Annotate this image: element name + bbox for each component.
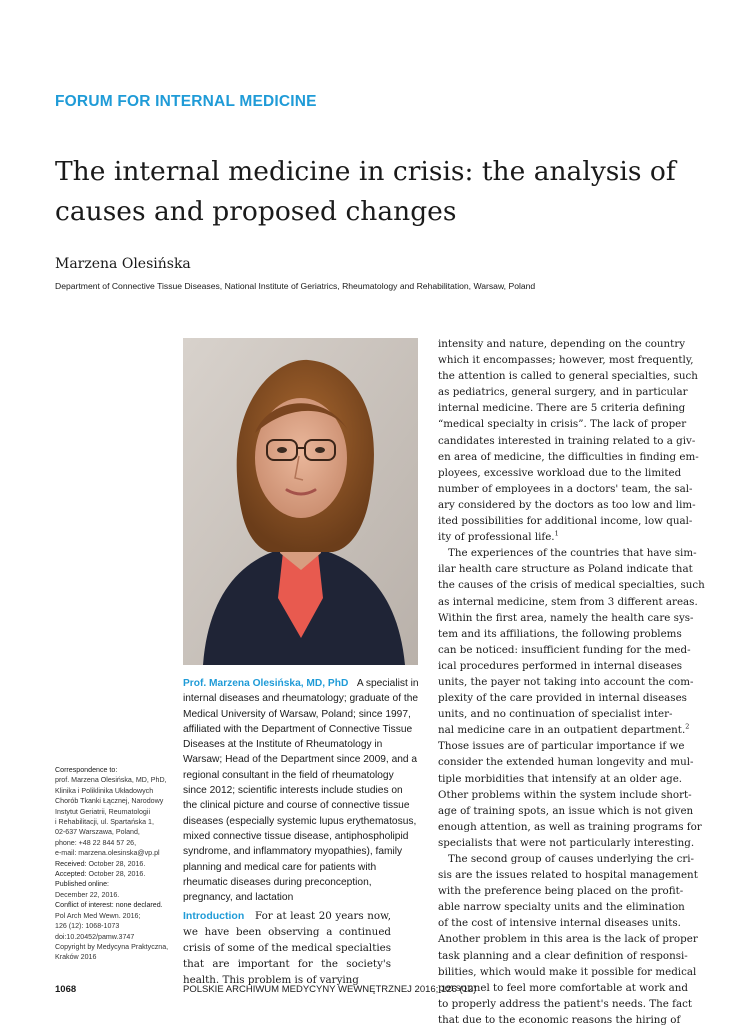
body-text-line: Other problems within the system include short- (438, 788, 692, 801)
introduction-heading: Introduction (183, 910, 245, 922)
author-bio (183, 676, 419, 905)
body-text-line: ited possibilities for additional income, low qual- (438, 515, 693, 528)
introduction-text: For at least 20 years now, we have been observing a continued crisis of some of the medical specialties that are important for the society's health. This problem is of varying (183, 910, 391, 987)
body-text-line: Another problem in this area is the lack of proper (438, 933, 698, 946)
body-text-line: ity of professional life.$^1$ (438, 529, 559, 544)
correspondence-line: phone: +48 22 844 57 26, (55, 838, 137, 847)
email-link[interactable]: e-mail: marzena.olesinska@vp.pl (55, 849, 160, 858)
citation-line: Pol Arch Med Wewn. 2016; (55, 911, 141, 920)
body-text-line: of the cost of intensive internal diseases units. (438, 917, 681, 930)
correspondence-block (55, 765, 167, 963)
body-text-line: to properly address the patient's needs. The fact (438, 997, 693, 1010)
correspondence-label: Correspondence to: (55, 766, 118, 774)
body-text-line: can be noticed: insufficient funding for the med- (438, 643, 691, 656)
body-text-line: personnel to feel more comfortable at work and (438, 981, 688, 994)
citation-line: Kraków 2016 (55, 953, 97, 962)
body-text-line: Those issues are of particular importance if we (438, 740, 685, 753)
body-text-line: intensity and nature, depending on the country (438, 338, 686, 350)
bio-name: Prof. Marzena Olesińska, MD, PhD (183, 678, 349, 689)
footnote-ref[interactable]: 1 (554, 529, 559, 538)
correspondence-line: Klinika i Poliklinika Układowych (55, 786, 154, 795)
body-text-line: as internal medicine, stem from 3 different areas. (438, 595, 698, 608)
conflict-statement: Conflict of interest: none declared. (55, 901, 163, 910)
accepted-date: Accepted: October 28, 2016. (55, 870, 146, 879)
body-right-column (438, 336, 705, 1028)
published-date: December 22, 2016. (55, 890, 120, 899)
body-text-line: sis are the issues related to hospital management (438, 869, 698, 882)
author-affiliation: Department of Connective Tissue Diseases, National Institute of Geriatrics, Rheumatology and Rehabilitation, Warsaw, Poland (55, 281, 536, 291)
body-text-line: the attention is called to general specialties, such (438, 370, 698, 383)
body-text-line: which it encompasses; however, most frequently, (438, 354, 694, 367)
body-text-line: bilities, which would make it possible for medical (438, 965, 697, 978)
body-text-line: with the preference being placed on the profit- (438, 885, 684, 898)
journal-footer: POLSKIE ARCHIWUM MEDYCYNY WEWNĘTRZNEJ 2016; 126 (12) (183, 984, 477, 995)
body-text-line: the causes of the crisis of medical specialties, such (438, 579, 705, 592)
body-text-line: candidates interested in training related to a giv- (438, 434, 696, 447)
body-text-line: nal medicine care in an outpatient department.$^2$ (438, 722, 690, 737)
correspondence-line: i Rehabilitacji, ul. Spartańska 1, (55, 818, 154, 827)
body-text-line: task planning and a clear definition of responsi- (438, 949, 688, 962)
body-text-line: number of employees in a doctors' team, the sal- (438, 482, 693, 495)
article-title: The internal medicine in crisis: the analysis of causes and proposed changes (55, 156, 676, 227)
body-text-line: “medical specialty in crisis”. The lack of proper (438, 418, 687, 431)
body-text-line: specialists that were not particularly interesting. (438, 836, 695, 849)
page-number: 1068 (55, 984, 77, 995)
doi-link[interactable]: doi:10.20452/pamw.3747 (55, 932, 135, 941)
body-text-line: units, the payer not taking into account the com- (438, 675, 694, 688)
body-text-line: The second group of causes underlying the cri- (448, 853, 695, 865)
body-text-line: Within the first area, namely the health care sys- (438, 611, 694, 624)
body-text-line: internal medicine. There are 5 criteria defining (438, 402, 686, 415)
body-text-line: tiple morbidities that intensify at an older age. (438, 772, 683, 785)
body-text-line: plexity of the care provided in internal diseases (438, 692, 687, 705)
author-name: Marzena Olesińska (55, 256, 191, 272)
body-text-line: units, and no continuation of specialist inter- (438, 708, 673, 721)
body-text-line: that due to the economic reasons the hiring of (438, 1013, 681, 1026)
body-text-line: tem and its affiliations, the following problems (438, 627, 682, 640)
correspondence-line: 02-637 Warszawa, Poland, (55, 828, 140, 837)
received-date: Received: October 28, 2016. (55, 859, 146, 868)
body-text-line: en area of medicine, the difficulties in finding em- (438, 450, 699, 463)
correspondence-line: Instytut Geriatrii, Reumatologii (55, 807, 151, 816)
section-label: FORUM FOR INTERNAL MEDICINE (55, 93, 317, 110)
body-text-line: enough attention, as well as training programs for (438, 820, 702, 833)
footnote-ref[interactable]: 2 (685, 722, 690, 731)
bio-text: A specialist in internal diseases and rheumatology; graduate of the Medical University of Warsaw, Poland; since 1997, affiliated with the Department of Connective Tissue Diseases at the Institute of Rheumatology in Warsaw; Head of the Department since 2009, and a regional consultant in the field of rheumatology since 2012; scientific interests include studies on the clinical picture and course of connective tissue diseases (especially systemic lupus erythematosus, mixed connective tissue disease, antiphospholipid syndrome, and inflammatory myopathies), family planning and medical care for patients with rheumatic diseases during preconception, pregnancy, and lactation (183, 678, 419, 904)
body-text-line: ical procedures performed in internal diseases (438, 659, 683, 672)
body-text-line: The experiences of the countries that have sim- (448, 547, 697, 560)
body-text-line: ployees, excessive workload due to the limited (438, 466, 682, 479)
correspondence-line: prof. Marzena Olesińska, MD, PhD, (55, 776, 167, 785)
body-text-line: ilar health care structure as Poland indicate that (438, 563, 693, 576)
author-photo (183, 338, 418, 665)
body-text-line: age of training spots, an issue which is not given (438, 804, 694, 817)
body-text-line: consider the extended human longevity and mul- (438, 756, 694, 769)
citation-line: 126 (12): 1068-1073 (55, 922, 120, 931)
body-text-line: ary considered by the doctors as too low and lim- (438, 498, 696, 511)
body-text-line: as pediatrics, general surgery, and in particular (438, 386, 688, 399)
correspondence-line: Chorób Tkanki Łącznej, Narodowy (55, 797, 164, 806)
published-label: Published online: (55, 880, 110, 889)
citation-line: Copyright by Medycyna Praktyczna, (55, 942, 169, 951)
introduction-paragraph (183, 908, 391, 988)
body-text-line: able narrow specialty units and the elimination (438, 901, 685, 914)
